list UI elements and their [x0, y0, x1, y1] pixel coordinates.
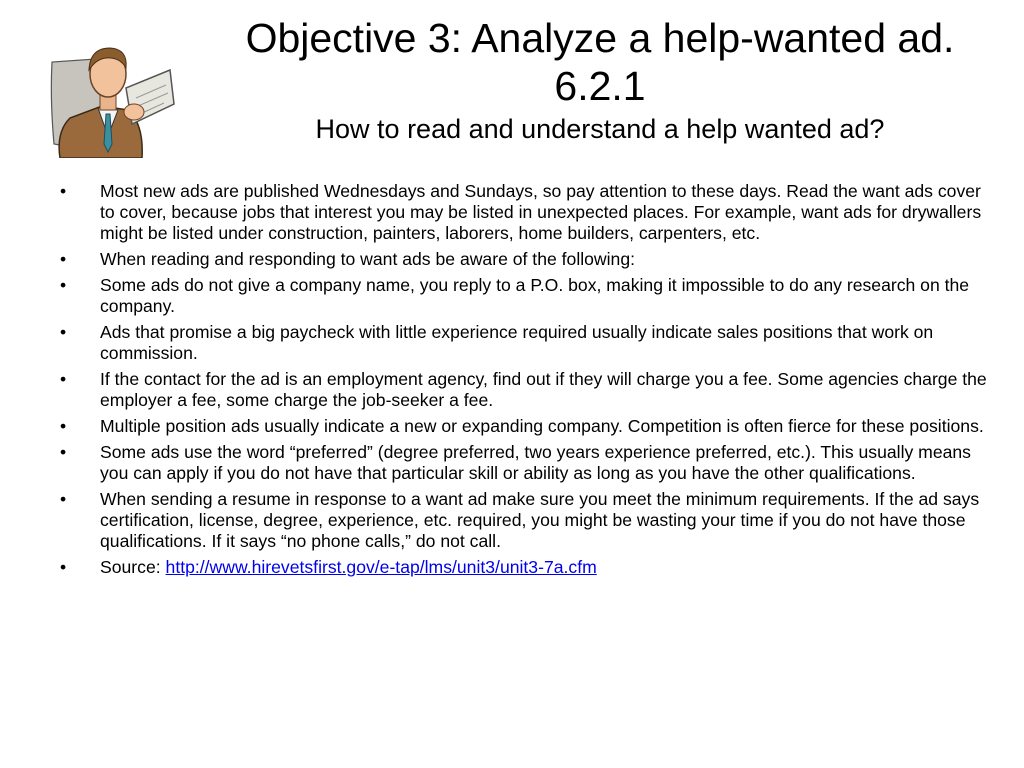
source-link[interactable]: http://www.hirevetsfirst.gov/e-tap/lms/unit3/unit3-7a.cfm — [165, 557, 597, 577]
slide-title: Objective 3: Analyze a help-wanted ad. 6.2.1 — [245, 15, 955, 109]
bullet-item: • When sending a resume in response to a want ad make sure you meet the minimum requirements. If the ad says certification, license, degree, experience, etc. required, you might be wasting your time if you do not have those qualifications. If it says “no phone calls,” do not call. — [56, 489, 991, 552]
source-label: Source: — [100, 557, 166, 577]
bullet-list — [56, 181, 991, 583]
man-reading-newspaper-icon — [40, 40, 180, 158]
bullet-item: • Ads that promise a big paycheck with little experience required usually indicate sales positions that work on commission. — [56, 322, 991, 364]
title-block — [200, 14, 1000, 146]
bullet-item: • If the contact for the ad is an employment agency, find out if they will charge you a fee. Some agencies charge the employer a fee, some charge the job-seeker a fee. — [56, 369, 991, 411]
bullet-item: • Some ads use the word “preferred” (degree preferred, two years experience preferred, etc.). This usually means you can apply if you do not have that particular skill or ability as long as you have the other qualifications. — [56, 442, 991, 484]
source-bullet — [56, 557, 991, 578]
bullet-item: • Some ads do not give a company name, you reply to a P.O. box, making it impossible to do any research on the company. — [56, 275, 991, 317]
bullet-item: • Most new ads are published Wednesdays and Sundays, so pay attention to these days. Read the want ads cover to cover, because jobs that interest you may be listed in unexpected places. For example, want ads for drywallers might be listed under construction, painters, laborers, home builders, carpenters, etc. — [56, 181, 991, 244]
bullet-item: • Multiple position ads usually indicate a new or expanding company. Competition is often fierce for these positions. — [56, 416, 991, 437]
bullet-item: • When reading and responding to want ads be aware of the following: — [56, 249, 991, 270]
slide-subtitle: How to read and understand a help wanted ad? — [315, 114, 885, 144]
